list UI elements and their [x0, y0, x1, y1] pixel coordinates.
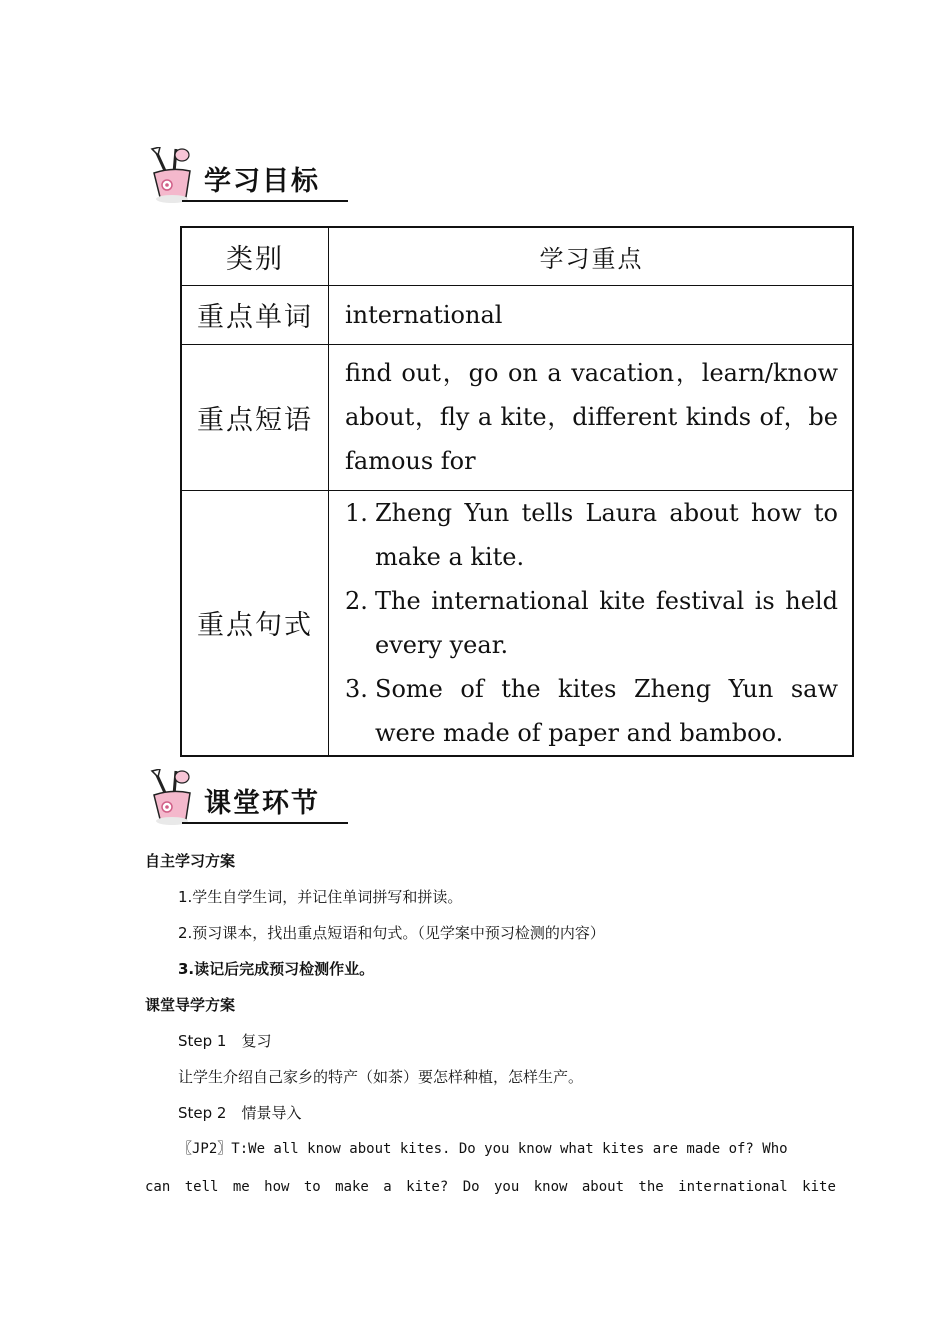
self-study-item-2: 2.预习课本，找出重点短语和句式。（见学案中预习检测的内容） — [178, 924, 605, 942]
section-banner-goals — [142, 147, 352, 205]
item-number: 3. — [345, 674, 368, 703]
self-study-item-1: 1.学生自学生词，并记住单词拼写和拼读。 — [178, 888, 463, 906]
step2-line-1: 〖JP2〗T:We all know about kites. Do you know what kites are made of? Who — [178, 1141, 788, 1157]
header-focus: 学习重点 — [329, 227, 854, 285]
row-category-sentences: 重点句式 — [181, 490, 329, 756]
section-banner-class — [142, 769, 352, 827]
banner-underline — [182, 200, 348, 202]
table-row — [181, 285, 853, 344]
step1-text: 让学生介绍自己家乡的特产（如茶）要怎样种植，怎样生产。 — [178, 1068, 584, 1086]
list-item — [345, 579, 838, 667]
section-title-goals: 学习目标 — [204, 166, 320, 197]
step2-line-2: can tell me how to make a kite? Do you know about the international kite — [145, 1179, 836, 1195]
pencil-cup-icon — [142, 769, 202, 827]
item-text: Some of the kites Zheng Yun saw were made of paper and bamboo. — [375, 674, 838, 747]
table-row — [181, 344, 853, 490]
table-header-row — [181, 227, 853, 285]
step2-label: Step 2 情景导入 — [178, 1104, 302, 1122]
item-text: Zheng Yun tells Laura about how to make a kite. — [375, 498, 838, 571]
self-study-item-3: 3.读记后完成预习检测作业。 — [178, 960, 375, 978]
row-content-phrases: find out，go on a vacation，learn/know about，fly a kite，different kinds of，be famous for — [329, 344, 854, 490]
item-number: 1. — [345, 498, 368, 527]
item-text: The international kite festival is held every year. — [375, 586, 838, 659]
pencil-cup-icon — [142, 147, 202, 205]
self-study-title: 自主学习方案 — [145, 852, 236, 870]
goals-table — [180, 226, 854, 757]
table-row — [181, 490, 853, 756]
guided-study-title: 课堂导学方案 — [145, 996, 236, 1014]
step1-label: Step 1 复习 — [178, 1032, 272, 1050]
banner-underline — [182, 822, 348, 824]
list-item — [345, 491, 838, 579]
item-number: 2. — [345, 586, 368, 615]
header-category: 类别 — [181, 227, 329, 285]
sentence-list — [345, 491, 838, 755]
row-content-sentences — [329, 490, 854, 756]
row-content-words: international — [329, 285, 854, 344]
row-category-phrases: 重点短语 — [181, 344, 329, 490]
section-title-class: 课堂环节 — [204, 788, 320, 819]
list-item — [345, 667, 838, 755]
lesson-content — [145, 846, 836, 1206]
row-category-words: 重点单词 — [181, 285, 329, 344]
